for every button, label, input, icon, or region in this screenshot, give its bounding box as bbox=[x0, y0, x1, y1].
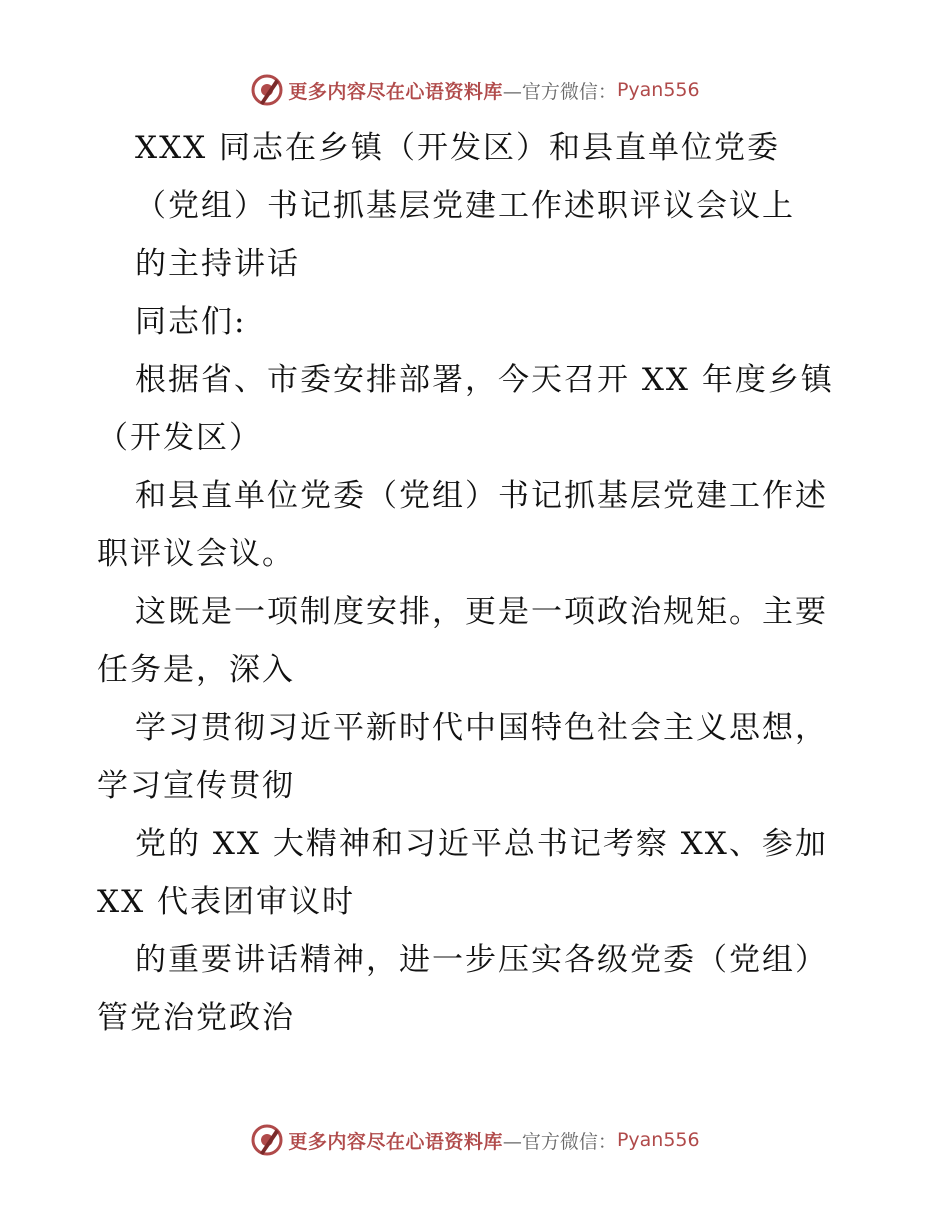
paragraph-line: 学习贯彻习近平新时代中国特色社会主义思想， bbox=[135, 710, 828, 746]
paragraph-line: 的重要讲话精神，进一步压实各级党委（党组） bbox=[135, 942, 828, 978]
watermark-wechat-id: Pyan556 bbox=[616, 1129, 700, 1151]
paragraph-line: 职评议会议。 bbox=[97, 536, 295, 572]
paragraph-line: 党的 XX 大精神和习近平总书记考察 XX、参加 bbox=[135, 826, 828, 862]
footer-watermark bbox=[0, 1120, 950, 1160]
paragraph-line: 根据省、市委安排部署，今天召开 XX 年度乡镇 bbox=[135, 362, 834, 398]
pen-logo-icon bbox=[250, 1123, 284, 1157]
paragraph-line: 任务是，深入 bbox=[97, 652, 295, 688]
header-watermark bbox=[0, 70, 950, 110]
paragraph-line: 这既是一项制度安排，更是一项政治规矩。主要 bbox=[135, 594, 828, 630]
title-line-3: 的主持讲话 bbox=[135, 246, 300, 282]
paragraph-line: 学习宣传贯彻 bbox=[97, 768, 295, 804]
paragraph-line: 和县直单位党委（党组）书记抓基层党建工作述 bbox=[135, 478, 828, 514]
paragraph-line: （开发区） bbox=[97, 420, 262, 456]
watermark-text: 更多内容尽在心语资料库 bbox=[288, 1130, 503, 1153]
title-line-1: XXX 同志在乡镇（开发区）和县直单位党委 bbox=[135, 130, 781, 166]
watermark-wechat-id: Pyan556 bbox=[616, 79, 700, 101]
title-line-2: （党组）书记抓基层党建工作述职评议会议上 bbox=[135, 188, 795, 224]
watermark-separator: —官方微信： bbox=[502, 80, 617, 103]
watermark-text: 更多内容尽在心语资料库 bbox=[288, 80, 503, 103]
watermark-separator: —官方微信： bbox=[502, 1130, 617, 1153]
pen-logo-icon bbox=[250, 73, 284, 107]
paragraph-line: XX 代表团审议时 bbox=[97, 884, 355, 920]
paragraph-line: 管党治党政治 bbox=[97, 1000, 295, 1036]
salutation: 同志们: bbox=[135, 304, 247, 340]
